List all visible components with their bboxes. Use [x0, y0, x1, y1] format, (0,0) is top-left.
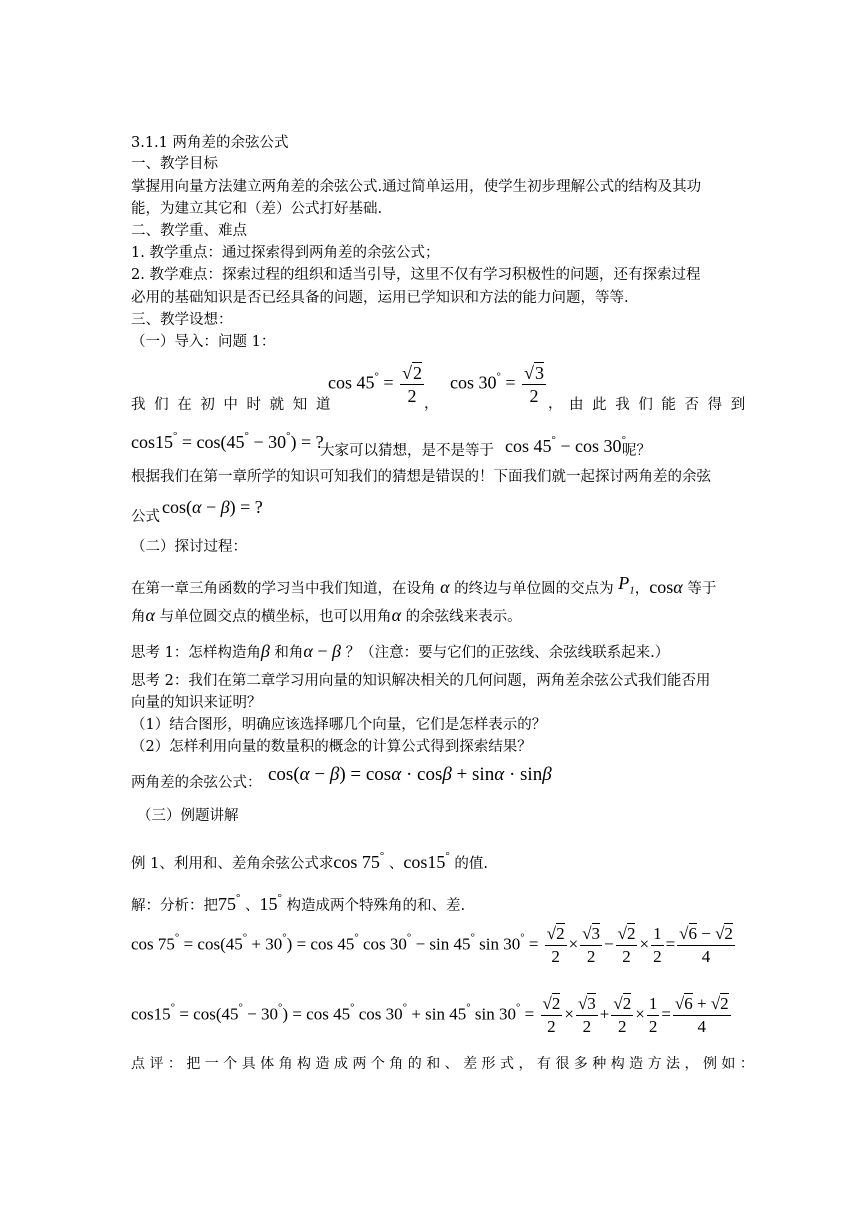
formula-cos15-derivation: cos15° = cos(45° − 30°) = cos 45° cos 30° + sin 45° sin 30° = $\frac{√2}{2}$ × $\frac{√3}{2}$ + $\frac{√2}{2}$ × $\frac{1}{2}$ = $\frac{√6 + √2}{4}$ [131, 994, 729, 1036]
paragraph [131, 846, 488, 874]
angle-75: 75° [218, 892, 241, 914]
paragraph: 在第一章三角函数的学习当中我们知道，在设角 α 的终边与单位圆的交点为 $P_1$，cosα 等于 [131, 573, 717, 597]
subsection-heading: （一）导入：问题 1： [131, 334, 276, 350]
paragraph: 点 评 ： 把 一 个 具 体 角 构 造 成 两 个 角 的 和 、 差 形 式 ， 有 很 多 种 构 造 方 法 ， 例 如 ： [131, 1056, 754, 1072]
text: 和角 [274, 645, 304, 661]
text: 的终边与单位圆的交点为 [454, 581, 614, 597]
text: 思考 1：怎样构造角 [131, 645, 261, 661]
cos75-symbol: cos 75° [333, 850, 385, 872]
paragraph [131, 641, 669, 663]
paragraph: 思考 2：我们在第二章学习用向量的知识解决相关的几何问题，两角差余弦公式我们能否用 [131, 673, 711, 689]
cos-alpha-symbol: cosα [649, 577, 683, 597]
paragraph: 由 此 我 们 能 否 得 到 [569, 397, 746, 413]
text: 角 [131, 609, 146, 625]
formula-cos30: cos 30° = $\frac{√3}{2}$ [450, 363, 544, 406]
paragraph: 2. 教学难点：探索过程的组织和适当引导，这里不仅有学习积极性的问题，还有探索过程 [131, 267, 701, 283]
cos15-symbol: cos15° [403, 850, 450, 872]
text: 、 [388, 856, 404, 872]
section-heading: 二、教学重、难点 [131, 223, 247, 239]
subsection-heading: （二）探讨过程： [131, 539, 247, 555]
comma: ， [424, 396, 439, 412]
paragraph: 呢？ [622, 443, 651, 459]
beta-symbol: β [260, 641, 270, 661]
alpha-symbol: α [440, 577, 450, 597]
formula-guess: cos 45° − cos 30° [505, 434, 626, 456]
section-heading: 一、教学目标 [131, 156, 218, 172]
angle-15: 15° [259, 892, 282, 914]
alpha-symbol: α [145, 605, 155, 625]
section-heading: 三、教学设想： [131, 312, 233, 328]
paragraph: 能，为建立其它和（差）公式打好基础. [131, 201, 383, 217]
text: 的值. [454, 856, 488, 872]
text: ？（注意：要与它们的正弦线、余弦线联系起来.） [345, 645, 670, 661]
paragraph: 向量的知识来证明？ [131, 695, 262, 711]
question: （1）结合图形，明确应该选择哪几个向量，它们是怎样表示的？ [131, 717, 547, 733]
paragraph: 大家可以猜想，是不是等于 [320, 443, 494, 459]
paragraph: 两角差的余弦公式： [131, 775, 262, 791]
text: 解：分析：把 [131, 898, 218, 914]
formula-cos15-question: cos15° = cos(45° − 30°) = ? [131, 430, 324, 452]
paragraph [131, 605, 522, 627]
text: 构造成两个特殊角的和、差. [286, 898, 466, 914]
text: 的余弦线来表示。 [405, 609, 522, 625]
text: 在第一章三角函数的学习当中我们知道，在设角 [131, 581, 436, 597]
subsection-heading: （三）例题讲解 [137, 808, 239, 824]
text: 与单位圆交点的横坐标，也可以用角 [159, 609, 392, 625]
alpha-minus-beta: α − β [303, 641, 341, 661]
text: 等于 [687, 581, 717, 597]
text: 、 [245, 898, 260, 914]
paragraph: 我 们 在 初 中 时 就 知 道 [131, 397, 331, 413]
formula-cos45: cos 45° = $\frac{√2}{2}$ [328, 363, 422, 406]
doc-title: 3.1.1 两角差的余弦公式 [131, 135, 289, 151]
question: （2）怎样利用向量的数量积的概念的计算公式得到探索结果？ [131, 739, 532, 755]
alpha-symbol: α [391, 605, 402, 625]
paragraph [131, 888, 465, 916]
paragraph: 必用的基础知识是否已经具备的问题，运用已学知识和方法的能力问题，等等. [131, 290, 629, 306]
p1-symbol: $P_1$ [618, 573, 635, 597]
comma: ， [548, 396, 563, 412]
formula-cos-diff-question: cos(α − β) = ? [162, 497, 263, 517]
formula-cos-diff: cos(α − β) = cosα · cosβ + sinα · sinβ [268, 764, 552, 785]
paragraph: 掌握用向量方法建立两角差的余弦公式.通过简单运用，使学生初步理解公式的结构及其功 [131, 179, 702, 195]
paragraph: 1. 教学重点：通过探索得到两角差的余弦公式； [131, 245, 440, 261]
formula-cos75-derivation: cos 75° = cos(45° + 30°) = cos 45° cos 30° − sin 45° sin 30° = $\frac{√2}{2}$ × $\frac{√3}{2}$ − $\frac{√2}{2}$ × $\frac{1}{2}$ = $\frac{√6 - √2}{4}$ [131, 924, 733, 966]
paragraph: 根据我们在第一章所学的知识可知我们的猜想是错误的！下面我们就一起探讨两角差的余弦 [131, 469, 711, 485]
text: 例 1、利用和、差角余弦公式求 [131, 856, 334, 872]
paragraph: 公式 [131, 509, 160, 525]
